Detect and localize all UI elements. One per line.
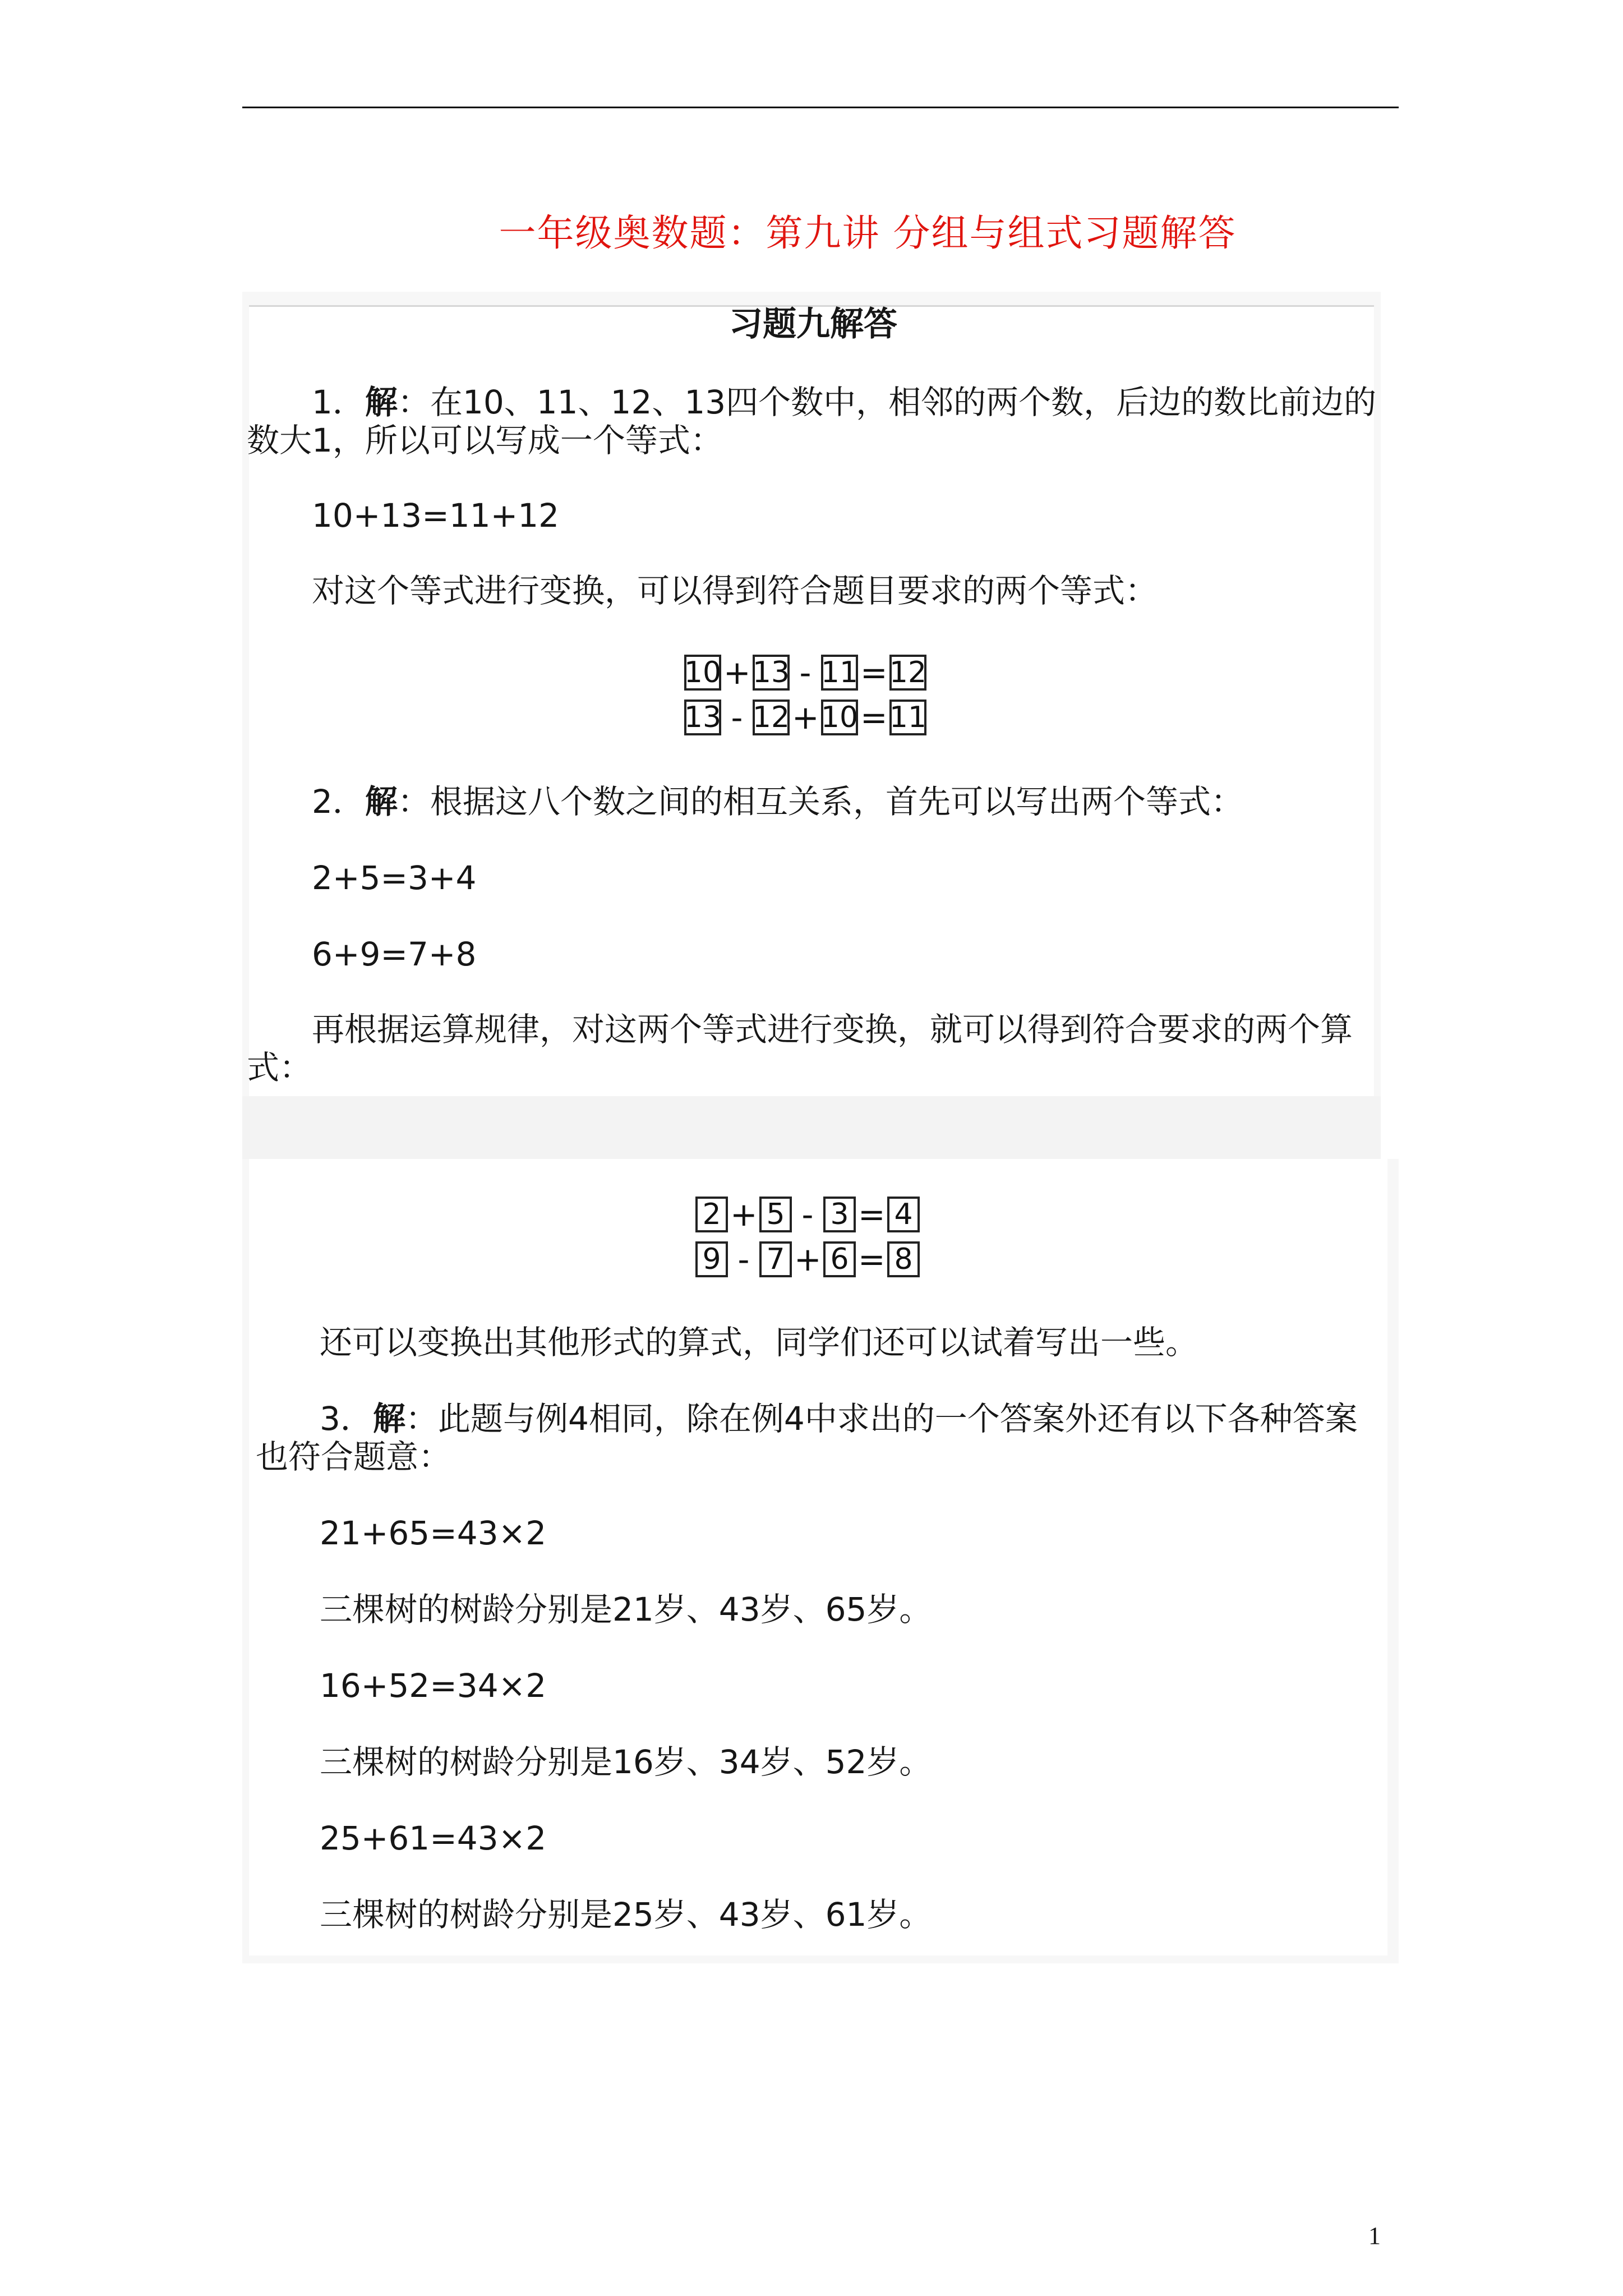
number-box: 9: [695, 1241, 728, 1277]
number-box: 8: [887, 1241, 920, 1277]
operator: -: [731, 698, 743, 737]
q2-line-1: [312, 783, 1243, 821]
q2-label: 解: [365, 783, 398, 821]
q3-label: 解: [372, 1400, 405, 1438]
q3-answer-1: 三棵树的树龄分别是21岁、43岁、65岁。: [320, 1590, 932, 1628]
q3-text: 此题与例4相同，除在例4中求出的一个答案外还有以下各种答案: [437, 1400, 1358, 1438]
q2-equation-2: 6+9=7+8: [312, 935, 477, 973]
q2-line-3: 式：: [247, 1048, 312, 1087]
q3-equation-2: 16+52=34×2: [320, 1667, 547, 1705]
q1-box-equation-2: [684, 699, 926, 736]
q3-colon: ：: [405, 1400, 438, 1438]
operator: =: [858, 1240, 886, 1278]
q1-box-equation-1: [684, 654, 926, 691]
q1-line-1: [312, 383, 1377, 421]
operator: +: [730, 1195, 758, 1234]
document-title: 一年级奥数题：第九讲 分组与组式习题解答: [499, 211, 1237, 255]
q1-equation: 10+13=11+12: [312, 496, 560, 535]
q2-number: 2．: [312, 783, 365, 821]
q1-line-2: 数大1，所以可以写成一个等式：: [247, 421, 723, 459]
number-box: 11: [820, 656, 859, 689]
number-box: 4: [887, 1197, 920, 1232]
panel-gap: [242, 1096, 1381, 1159]
section-heading: 习题九解答: [729, 305, 897, 344]
operator: =: [860, 698, 888, 737]
operator: =: [860, 654, 888, 692]
q3-line-1: [320, 1400, 1358, 1438]
number-box: 12: [889, 656, 927, 689]
number-box: 6: [823, 1241, 856, 1277]
q3-equation-3: 25+61=43×2: [320, 1819, 547, 1857]
operator: +: [794, 1240, 822, 1278]
q1-label: 解: [365, 383, 398, 421]
q3-equation-1: 21+65=43×2: [320, 1514, 547, 1552]
page-number: 1: [1368, 2222, 1381, 2249]
operator: =: [858, 1195, 886, 1234]
q1-transform-text: 对这个等式进行变换，可以得到符合题目要求的两个等式：: [312, 572, 1158, 610]
header-rule: [242, 107, 1399, 108]
operator: -: [737, 1240, 750, 1278]
number-box: 2: [695, 1197, 728, 1232]
q3-answer-3: 三棵树的树龄分别是25岁、43岁、61岁。: [320, 1895, 932, 1934]
number-box: 10: [820, 701, 859, 734]
q3-answer-2: 三棵树的树龄分别是16岁、34岁、52岁。: [320, 1743, 932, 1781]
number-box: 5: [759, 1197, 792, 1232]
q2-colon: ：: [397, 783, 430, 821]
number-box: 10: [684, 656, 722, 689]
number-box: 13: [752, 656, 790, 689]
q3-line-2: 也符合题意：: [256, 1438, 451, 1476]
operator: -: [801, 1195, 814, 1234]
q1-number: 1．: [312, 383, 365, 421]
number-box: 13: [684, 701, 722, 734]
operator: -: [799, 654, 811, 692]
q2-note: 还可以变换出其他形式的算式，同学们还可以试着写出一些。: [320, 1323, 1198, 1361]
q1-colon: ：: [397, 383, 430, 421]
q1-text: 在10、11、12、13四个数中，相邻的两个数，后边的数比前边的: [430, 383, 1377, 421]
q2-box-equation-1: [695, 1196, 920, 1233]
number-box: 11: [889, 701, 927, 734]
operator: +: [792, 698, 819, 737]
q2-equation-1: 2+5=3+4: [312, 859, 477, 897]
q2-line-2: 再根据运算规律，对这两个等式进行变换，就可以得到符合要求的两个算: [312, 1010, 1353, 1048]
q3-number: 3．: [320, 1400, 373, 1438]
number-box: 12: [752, 701, 790, 734]
operator: +: [723, 654, 751, 692]
q2-box-equation-2: [695, 1241, 920, 1278]
number-box: 7: [759, 1241, 792, 1277]
q2-text: 根据这八个数之间的相互关系，首先可以写出两个等式：: [430, 783, 1243, 821]
number-box: 3: [823, 1197, 856, 1232]
